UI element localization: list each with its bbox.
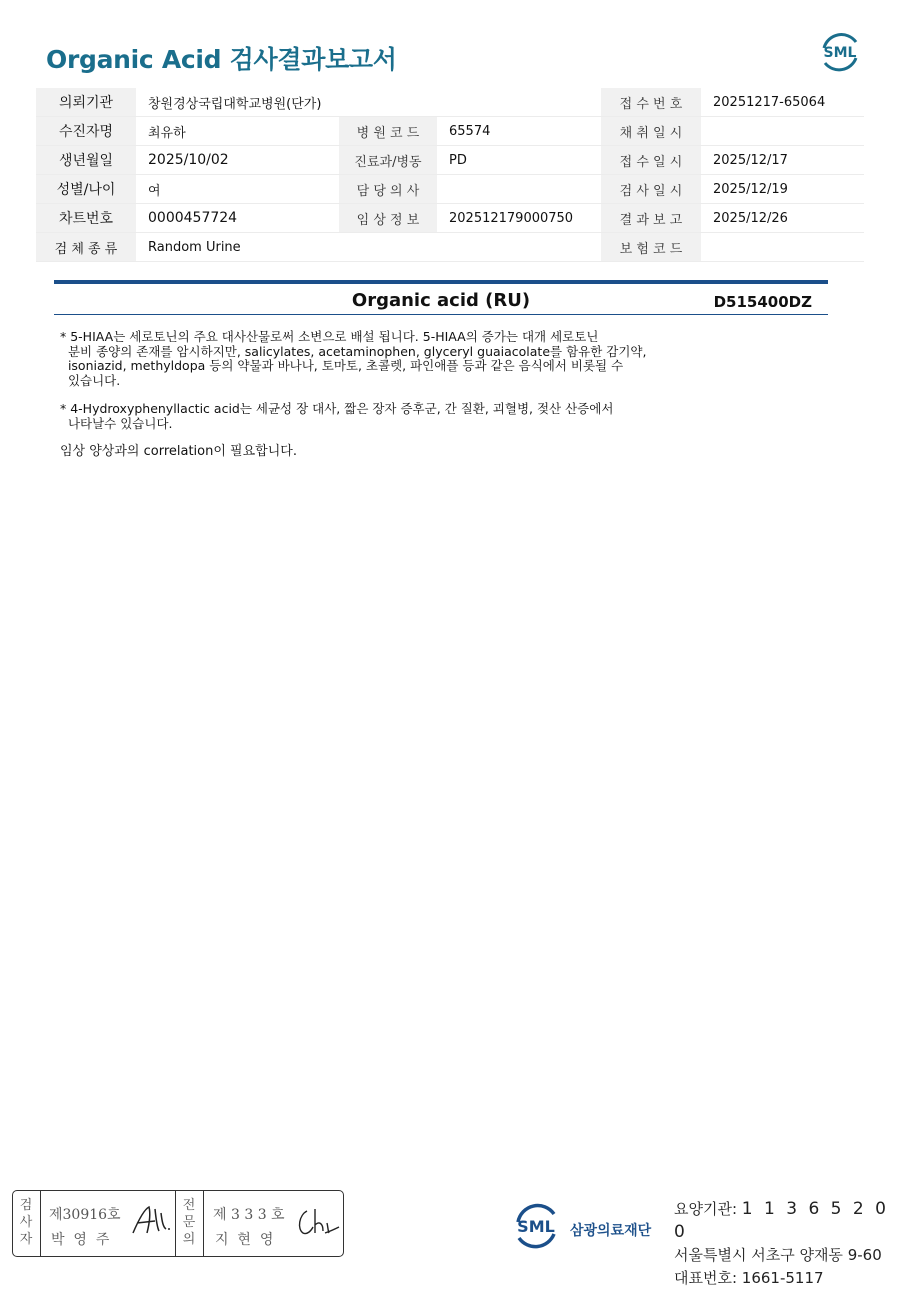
info-label: 생년월일 bbox=[36, 146, 136, 174]
info-value: 202512179000750 bbox=[449, 210, 574, 226]
info-row bbox=[36, 175, 864, 204]
info-label: 채 취 일 시 bbox=[601, 117, 701, 145]
report-title: Organic Acid 검사결과보고서 bbox=[46, 45, 397, 74]
result-notes bbox=[60, 330, 660, 460]
info-value: 최유하 bbox=[148, 125, 186, 141]
info-label: 성별/나이 bbox=[36, 175, 136, 203]
info-value bbox=[701, 233, 864, 261]
section-rule bbox=[54, 280, 828, 284]
info-value: 여 bbox=[148, 183, 161, 199]
info-value: 65574 bbox=[449, 123, 491, 139]
info-row bbox=[36, 88, 864, 117]
note-line: 분비 종양의 존재를 암시하지만, salicylates, acetaminophen, glyceryl guaiacolate를 함유한 감기약, bbox=[60, 343, 647, 359]
institution-line bbox=[674, 1198, 900, 1244]
note-line: * 5-HIAA는 세로토닌의 주요 대사산물로써 소변으로 배설 됩니다. 5-HIAA의 증가는 대개 세로토닌 bbox=[60, 329, 599, 344]
test-code: D515400DZ bbox=[713, 293, 812, 311]
note-line: 나타날수 있습니다. bbox=[60, 415, 173, 431]
info-row bbox=[36, 233, 864, 262]
test-name: Organic acid (RU) bbox=[351, 290, 531, 311]
institution-label: 요양기관: bbox=[674, 1200, 738, 1218]
svg-text:SML: SML bbox=[517, 1217, 555, 1236]
info-label: 결 과 보 고 bbox=[601, 204, 701, 232]
phone-label: 대표번호: bbox=[674, 1269, 738, 1287]
info-label: 의뢰기관 bbox=[36, 88, 136, 116]
examiner-name: 박 영 주 bbox=[51, 1232, 110, 1248]
info-label: 접 수 일 시 bbox=[601, 146, 701, 174]
svg-text:SML: SML bbox=[823, 45, 857, 61]
info-value: 20251217-65064 bbox=[713, 94, 826, 110]
info-label: 수진자명 bbox=[36, 117, 136, 145]
specialist-name: 지 현 영 bbox=[215, 1232, 274, 1248]
info-label: 진료과/병동 bbox=[339, 146, 437, 174]
patient-info-table bbox=[36, 88, 864, 262]
info-label: 임 상 정 보 bbox=[339, 204, 437, 232]
info-value: 0000457724 bbox=[148, 210, 238, 226]
phone-number: 1661-5117 bbox=[741, 1269, 824, 1287]
note-paragraph bbox=[60, 330, 660, 388]
sml-footer-logo-icon bbox=[510, 1200, 562, 1252]
info-label: 검 체 종 류 bbox=[36, 233, 136, 261]
sml-logo-icon bbox=[816, 28, 864, 76]
info-value: 2025/12/17 bbox=[713, 152, 788, 168]
closing-remark: 임상 양상과의 correlation이 필요합니다. bbox=[60, 444, 297, 459]
info-row bbox=[36, 204, 864, 233]
specialist-license-no: 제 3 3 3 호 bbox=[213, 1207, 285, 1223]
phone-line bbox=[674, 1267, 900, 1290]
info-row bbox=[36, 146, 864, 175]
organization-contact bbox=[674, 1198, 900, 1290]
info-row bbox=[36, 117, 864, 146]
info-value: 2025/12/26 bbox=[713, 210, 788, 226]
note-line: * 4-Hydroxyphenyllactic acid는 세균성 장 대사, 짧은 장자 증후군, 간 질환, 괴혈병, 젖산 산증에서 bbox=[60, 401, 614, 416]
examiner-license-no: 제30916호 bbox=[49, 1207, 121, 1223]
info-value: 창원경상국립대학교병원(단가) bbox=[148, 96, 322, 112]
organization-name: 삼광의료재단 bbox=[570, 1223, 652, 1239]
info-value bbox=[437, 175, 601, 203]
info-label: 접 수 번 호 bbox=[601, 88, 701, 116]
info-label: 담 당 의 사 bbox=[339, 175, 437, 203]
section-rule bbox=[54, 314, 828, 315]
info-label: 병 원 코 드 bbox=[339, 117, 437, 145]
info-value: 2025/10/02 bbox=[148, 152, 229, 168]
specialist-signature-icon bbox=[293, 1203, 341, 1243]
examiner-label: 검 사 자 bbox=[19, 1198, 33, 1247]
examiner-signature-icon bbox=[129, 1201, 175, 1241]
note-line: 있습니다. bbox=[60, 372, 121, 388]
address: 서울특별시 서초구 양재동 9-60 bbox=[674, 1246, 882, 1264]
info-value: PD bbox=[449, 152, 467, 168]
signature-box bbox=[12, 1190, 344, 1257]
info-label: 검 사 일 시 bbox=[601, 175, 701, 203]
info-value bbox=[701, 117, 864, 145]
info-value: 2025/12/19 bbox=[713, 181, 788, 197]
institution-number: 1 1 3 6 5 2 0 0 bbox=[674, 1199, 889, 1242]
info-label: 보 험 코 드 bbox=[601, 233, 701, 261]
info-label: 차트번호 bbox=[36, 204, 136, 232]
note-paragraph bbox=[60, 402, 660, 431]
specialist-label: 전 문 의 bbox=[182, 1198, 196, 1247]
info-value: Random Urine bbox=[148, 239, 241, 255]
note-line: isoniazid, methyldopa 등의 약물과 바나나, 토마토, 초콜렛, 파인애플 등과 같은 음식에서 비롯될 수 bbox=[60, 358, 624, 373]
